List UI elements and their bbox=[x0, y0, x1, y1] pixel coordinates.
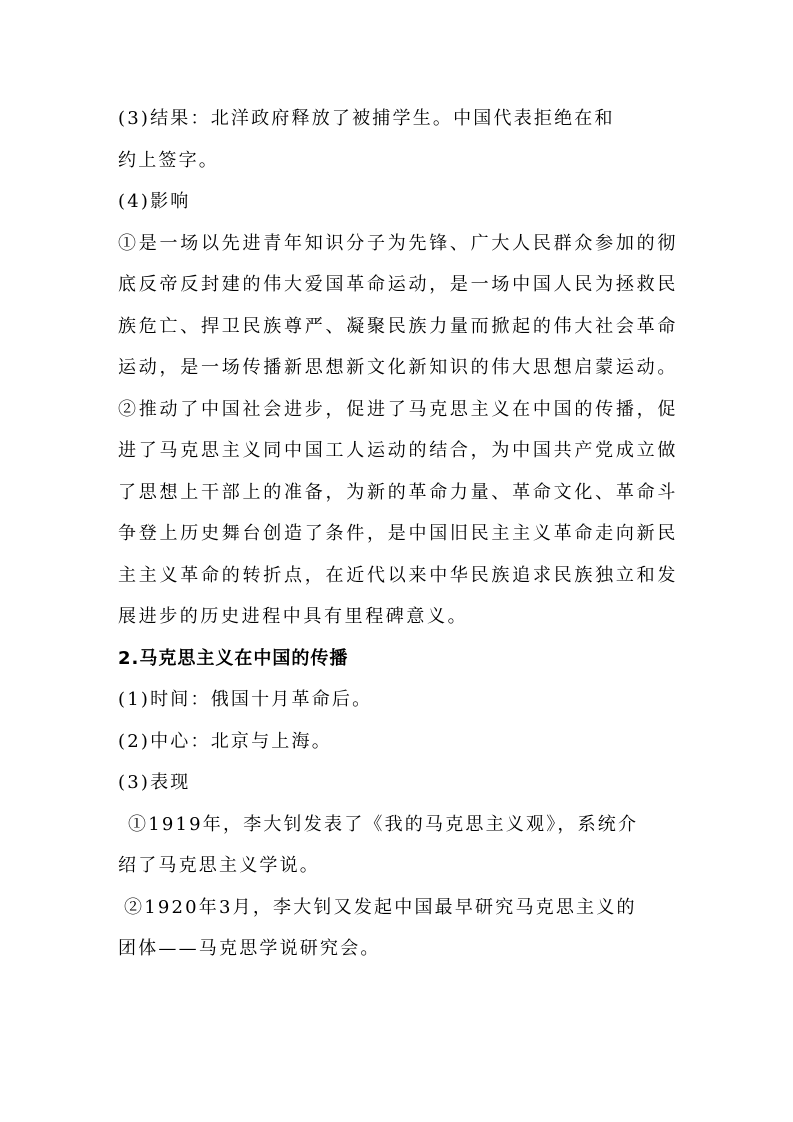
center-line: (2)中心：北京与上海。 bbox=[118, 730, 332, 752]
item-2-line-2: 团体——马克思学说研究会。 bbox=[118, 938, 381, 959]
performance-heading: (3)表现 bbox=[118, 772, 191, 793]
item-1-line-2: 绍了马克思主义学说。 bbox=[118, 855, 320, 876]
time-line: (1)时间：俄国十月革命后。 bbox=[118, 689, 373, 710]
influence-heading: (4)影响 bbox=[118, 191, 191, 212]
section-2-heading: 2.马克思主义在中国的传播 bbox=[118, 647, 349, 669]
item-1-line-1: ①1919年，李大钊发表了《我的马克思主义观》，系统介 bbox=[128, 813, 639, 835]
influence-paragraph: ①是一场以先进青年知识分子为先锋、广大人民群众参加的彻底反帝反封建的伟大爱国革命运动，是一场中国人民为拯救民族危亡、捍卫民族尊严、凝聚民族力量而掀起的伟大社会革命运动，是一场传播新思想新文化新知识的伟大思想启蒙运动。②推动了中国社会进步，促进了马克思主义在中国的传播，促进了马克思主义同中国工人运动的结合，为中国共产党成立做了思想上干部上的准备，为新的革命力量、革命文化、革命斗争登上历史舞台创造了条件，是中国旧民主主义革命走向新民主主义革命的转折点，在近代以来中华民族追求民族独立和发展进步的历史进程中具有里程碑意义。 bbox=[118, 232, 678, 627]
result-line-2: 约上签字。 bbox=[118, 149, 219, 171]
result-line-1: (3)结果：北洋政府释放了被捕学生。中国代表拒绝在和 bbox=[118, 108, 615, 129]
document-page bbox=[118, 98, 678, 970]
item-2-line-1: ②1920年3月，李大钊又发起中国最早研究马克思主义的 bbox=[124, 896, 637, 918]
